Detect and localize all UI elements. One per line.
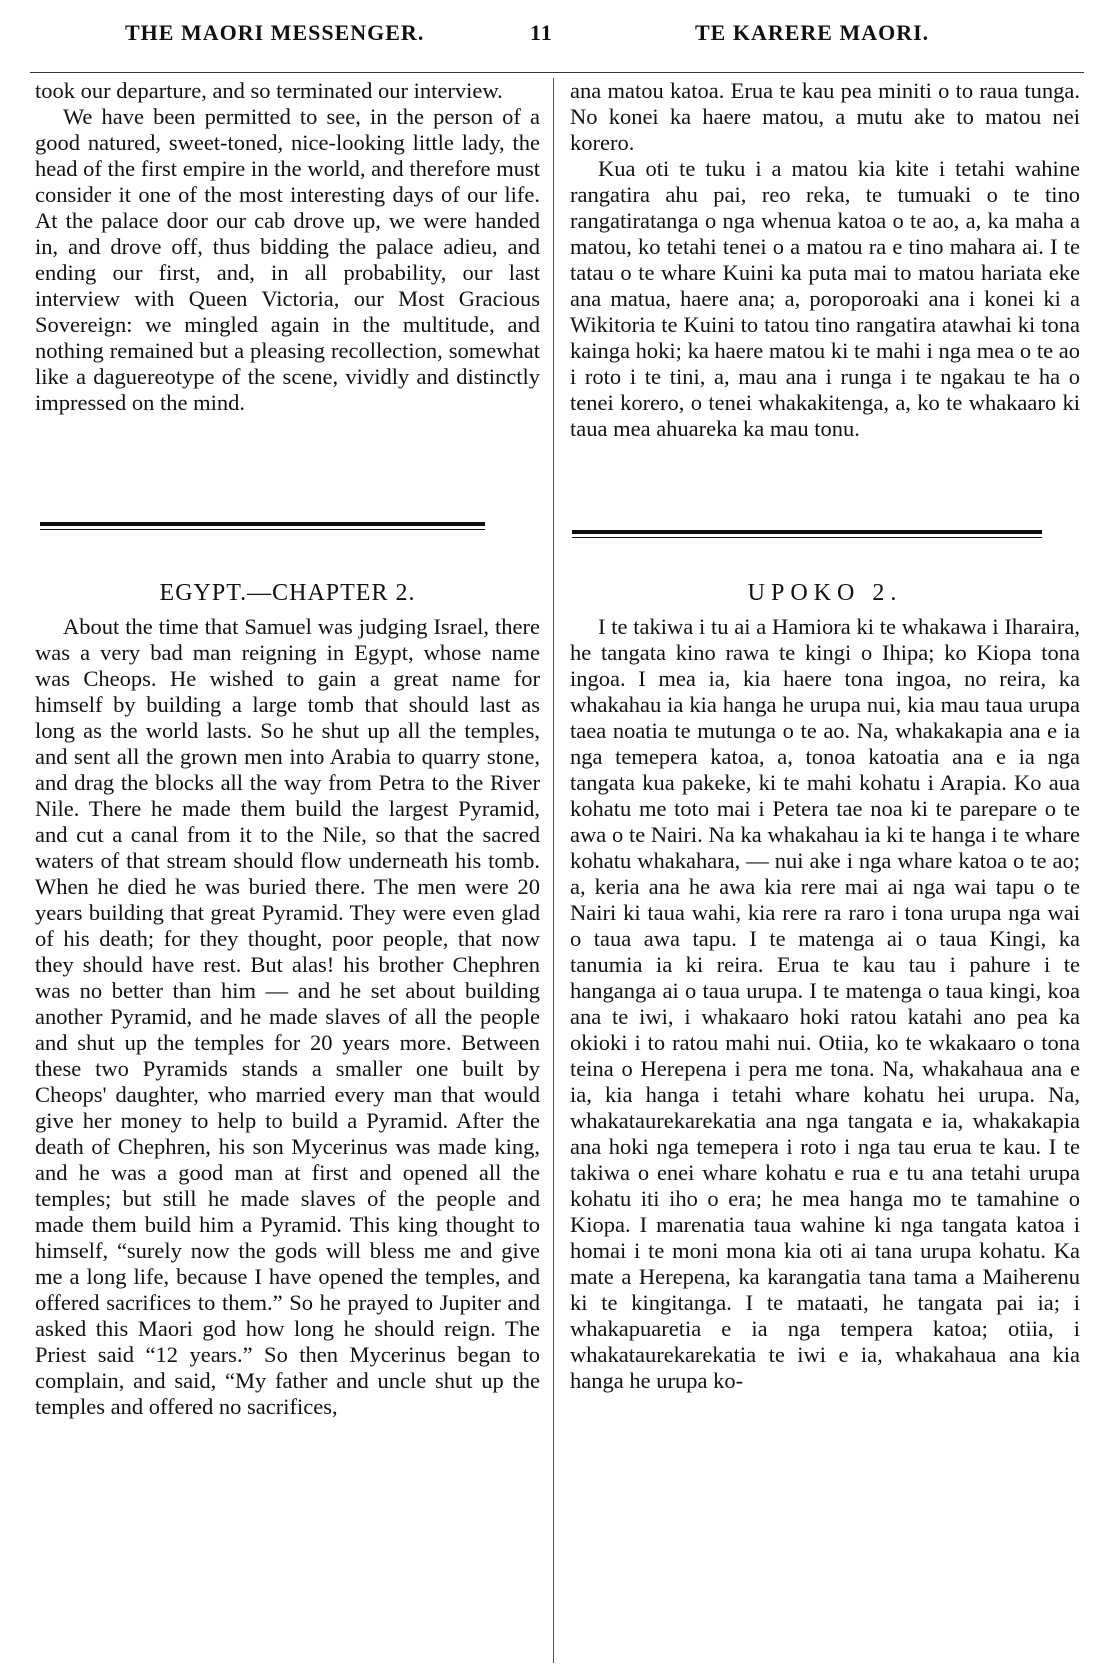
egypt-chapter-english xyxy=(35,580,540,1420)
english-para-1: took our departure, and so terminated our interview. xyxy=(35,78,503,103)
chapter-heading-maori: UPOKO 2. xyxy=(747,580,903,606)
maori-para-2: Kua oti te tuku i a matou kia kite i tetahi wahine rangatira ahu pai, reo reka, te tumuaki o te tino rangatiratanga o nga whenua katoa o te ao, a, ka maha a matou, ko tetahi tenei o a matou ra e tino mahara ai. I te tatau o te whare Kuini ka puta mai to matou hariata eke ana matua, haere ana; a, poroporoaki ana i konei ki a Wikitoria te Kuini to tatou tino rangatira atawhai ki tona kainga hoki; ka haere matou ki te mahi i nga mea o te ao i roto i te tini, a, mau ana i runga i te ngakau te ha o tenei korero, o tenei whakakitenga, a, ko te whakaaro ki taua mea ahuareka ka mau tonu. xyxy=(570,156,1080,441)
section-rule-right xyxy=(572,530,1042,540)
page-number: 11 xyxy=(530,20,553,45)
english-masthead: THE MAORI MESSENGER. xyxy=(125,20,425,45)
maori-para-1: ana matou katoa. Erua te kau pea miniti o to raua tunga. No konei ka haere matou, a mutu ake to matou nei korero. xyxy=(570,78,1080,155)
english-column-top xyxy=(35,78,540,416)
chapter-heading-english: EGYPT.—CHAPTER 2. xyxy=(159,580,416,606)
column-divider xyxy=(553,78,554,1663)
chapter-text-english: About the time that Samuel was judging Israel, there was a very bad man reigning in Egypt, whose name was Cheops. He wished to gain a great name for himself by building a large tomb that should last as long as the world lasts. So he shut up all the temples, and sent all the grown men into Arabia to quarry stone, and drag the blocks all the way from Petra to the River Nile. There he made them build the largest Pyramid, and cut a canal from it to the Nile, so that the sacred waters of that stream should flow underneath his tomb. When he died he was buried there. The men were 20 years building that great Pyramid. They were even glad of his death; for they thought, poor people, that now they should have rest. But alas! his brother Chephren was no better than him — and he set about building another Pyramid, and he made slaves of all the people and shut up the temples for 20 years more. Between these two Pyramids stands a smaller one built by Cheops' daughter, who married every man that would give her money to help to build a Pyramid. After the death of Chephren, his son Mycerinus was made king, and he was a good man at first and opened all the temples; but still he made slaves of the people and made them build him a Pyramid. This king thought to himself, “surely now the gods will bless me and give me a long life, because I have opened the temples, and offered sacrifices to them.” So he prayed to Jupiter and asked this Maori god how long he should reign. The Priest said “12 years.” So then Mycerinus began to complain, and said, “My father and uncle shut up the temples and offered no sacrifices, xyxy=(35,614,540,1419)
egypt-chapter-maori xyxy=(570,580,1080,1394)
header-rule xyxy=(30,72,1084,73)
chapter-text-maori: I te takiwa i tu ai a Hamiora ki te whakawa i Iharaira, he tangata kino rawa te kingi o Ihipa; ko Kiopa tona ingoa. I mea ia, kia haere tona ingoa, no reira, ka whakahau ia kia hanga he urupa nui, kia mau taua urupa taea noatia te mutunga o te ao. Na, whakakapia ana e ia nga temepera katoa, a, tonoa katoatia ana e ia nga tangata kua pakeke, ki te mahi kohatu i Arapia. Ko aua kohatu me toto mai i Petera tae noa ki te parepare o te awa o te Nairi. Na ka whakahau ia ki te hanga i te whare kohatu whakahara, — nui ake i nga whare katoa o te ao; a, keria ana he awa kia rere mai ai nga wai tapu o te Nairi ki taua wahi, kia rere ra raro i tona urupa nga wai o taua awa tapu. I te matenga ai o taua Kingi, ka tanumia ia ki reira. Erua te kau tau i pahure i te hanganga ai o taua urupa. I te matenga o taua kingi, koa ana te iwi, i whakaaro hoki ratou katahi ano pea ka okioki i to ratou mahi nui. Otiia, ko te wkakaaro o tona teina o Herepena i pera me tona. Na, whakahaua ana e ia, kia hanga i tetahi whare kohatu hei urupa. Na, whakataurekarekatia ana nga tangata e ia, whakakapia ana hoki nga temepera i roto i nga tau erua te kau. I te takiwa o enei whare kohatu e rua e tu ana tetahi urupa kohatu iti iho o era; he mea hanga mo te tamahine o Kiopa. I marenatia taua wahine ki nga tangata katoa i homai i te moni mona kia oti ai tana urupa kohatu. Ka mate a Herepena, ka karangatia tana tama a Maiherenu ki te kingitanga. I te mataati, he tangata pai ia; i whakapuaretia e ia nga tempera katoa; otiia, i whakataurekarekatia te iwi e ia, whakahaua ana kia hanga he urupa ko- xyxy=(570,614,1080,1393)
maori-column-top xyxy=(570,78,1080,442)
section-rule-left xyxy=(40,522,485,532)
english-para-2: We have been permitted to see, in the person of a good natured, sweet-toned, nice-looking little lady, the head of the first empire in the world, and therefore must consider it one of the most interesting days of our life. At the palace door our cab drove up, we were handed in, and drove off, thus bidding the palace adieu, and ending our first, and, in all probability, our last interview with Queen Victoria, our Most Gracious Sovereign: we mingled again in the multitude, and nothing remained but a pleasing recollection, somewhat like a daguereotype of the scene, vividly and distinctly impressed on the mind. xyxy=(35,104,540,415)
page-header xyxy=(30,20,1084,60)
maori-masthead: TE KARERE MAORI. xyxy=(695,20,930,45)
